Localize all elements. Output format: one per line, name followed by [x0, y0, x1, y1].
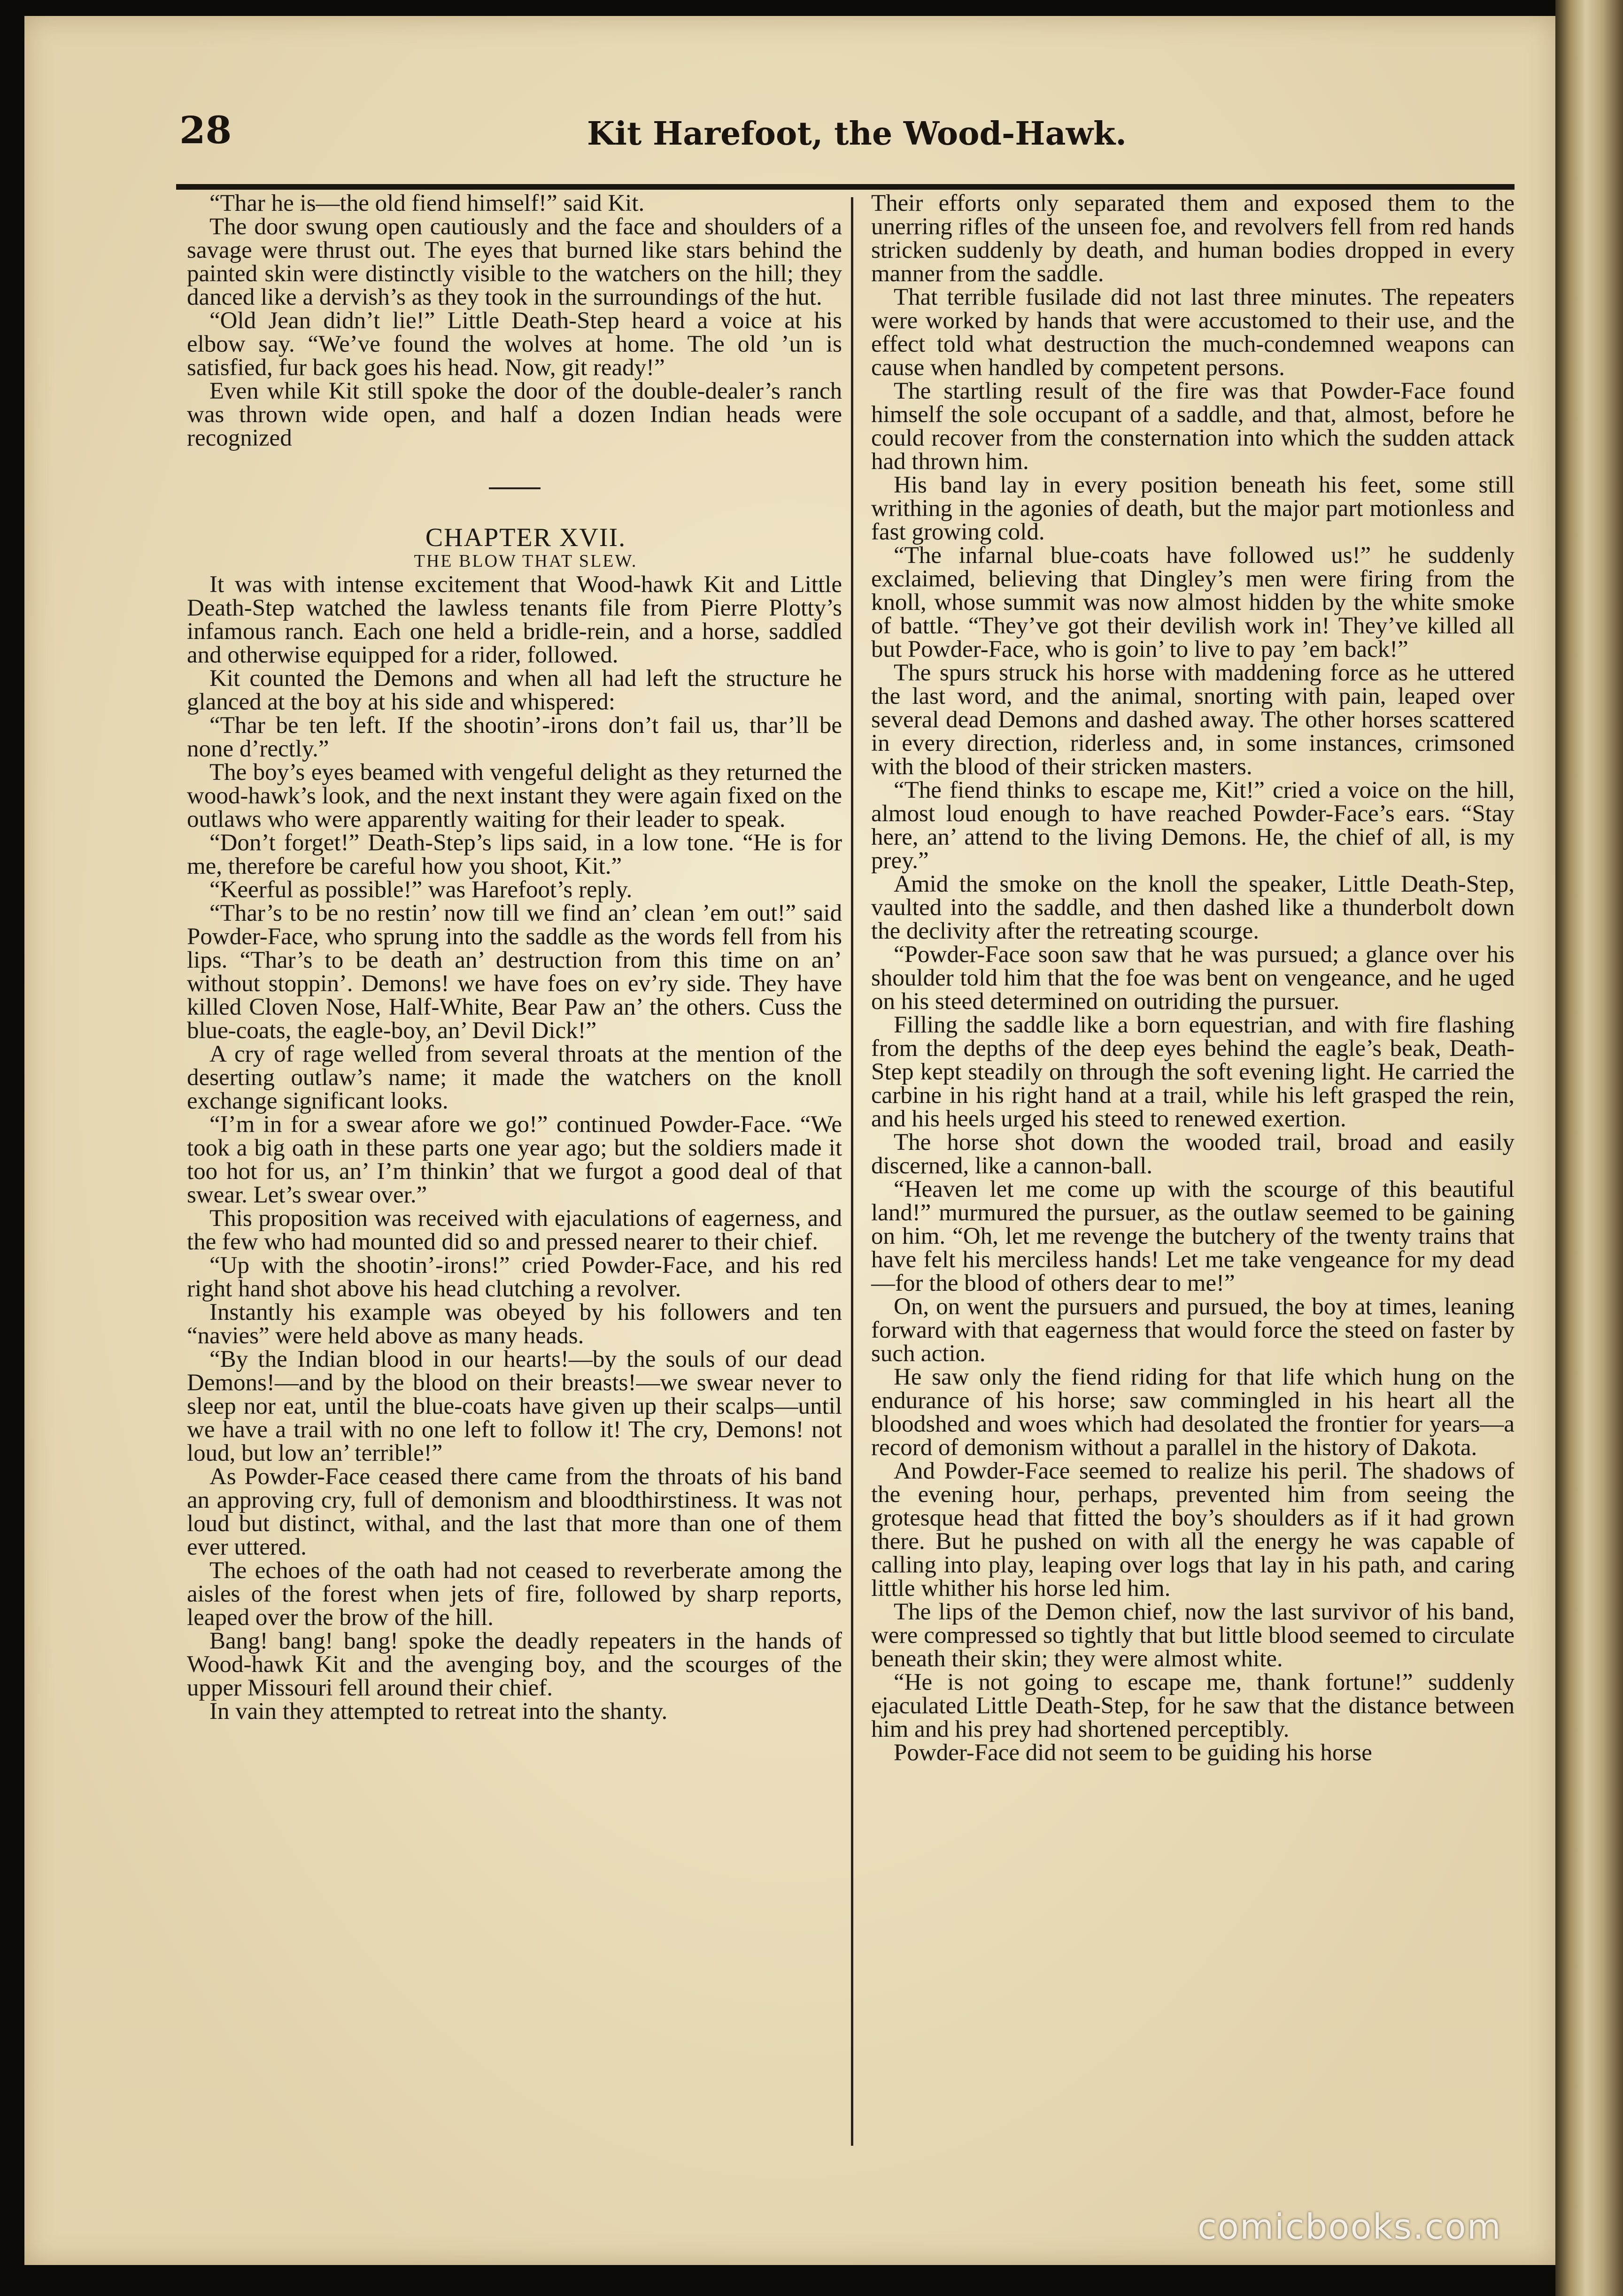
paragraph: And Powder-Face seemed to realize his peril. The shadows of the evening hour, perhaps, prevented him from seeing the grotesque head that fitted the boy’s shoulders as if it had grown there. But he pushed on with all the energy he was capable of calling into play, leaping over logs that lay in his path, and caring little whither his horse led him. — [871, 1458, 1515, 1602]
paragraph: Powder-Face did not seem to be guiding his horse — [894, 1740, 1372, 1766]
paragraph: In vain they attempted to retreat into the shanty. — [209, 1698, 668, 1725]
page-number: 28 — [179, 108, 232, 152]
paragraph: His band lay in every position beneath his feet, some still writhing in the agonies of death, but the major part motionless and fast growing cold. — [871, 472, 1515, 545]
paragraph: The boy’s eyes beamed with vengeful delight as they returned the wood-hawk’s look, and the next instant they were again fixed on the outlaws who were apparently waiting for their leader to speak. — [187, 759, 842, 832]
paragraph: He saw only the fiend riding for that life which hung on the endurance of his horse; saw commingled in his heart all the bloodshed and woes which had desolated the frontier for years—a record of demonism without a parallel in the history of Dakota. — [871, 1364, 1515, 1461]
section-separator — [489, 487, 541, 489]
paragraph: “Thar he is—the old fiend himself!” said Kit. — [209, 190, 645, 216]
paragraph: Even while Kit still spoke the door of the double-dealer’s ranch was thrown wide open, and half a dozen Indian heads were recognized — [187, 378, 842, 451]
right-paragraphs — [871, 192, 1515, 1764]
left-paragraphs-before — [187, 192, 842, 450]
paragraph: The echoes of the oath had not ceased to reverberate among the aisles of the forest when jets of fire, followed by sharp reports, leaped over the brow of the hill. — [187, 1557, 842, 1631]
paragraph: Their efforts only separated them and exposed them to the unerring rifles of the unseen foe, and revolvers fell from red hands stricken suddenly by death, and human bodies dropped in every manner from the saddle. — [871, 190, 1515, 287]
running-title: Kit Harefoot, the Wood-Hawk. — [587, 115, 1127, 153]
paragraph: “Up with the shootin’-irons!” cried Powder-Face, and his red right hand shot above his head clutching a revolver. — [187, 1252, 842, 1302]
paragraph: Filling the saddle like a born equestrian, and with fire flashing from the depths of the deep eyes behind the eagle’s beak, Death-Step kept steadily on through the soft evening light. He carried the carbine in his right hand at a trail, while his left grasped the rein, and his heels urged his steed to renewed exertion. — [871, 1012, 1515, 1132]
paragraph: The startling result of the fire was that Powder-Face found himself the sole occupant of a saddle, and that, almost, before he could recover from the consternation into which the sudden attack had thrown him. — [871, 378, 1515, 475]
left-column — [187, 192, 842, 1723]
paragraph: The spurs struck his horse with maddening force as he uttered the last word, and the animal, snorting with pain, leaped over several dead Demons and dashed away. The other horses scattered in every direction, riderless and, in some instances, crimsoned with the blood of their stricken masters. — [871, 660, 1515, 780]
paragraph: Amid the smoke on the knoll the speaker, Little Death-Step, vaulted into the saddle, and then dashed like a thunderbolt down the declivity after the retreating scourge. — [871, 871, 1515, 944]
paragraph: “The infarnal blue-coats have followed us!” he suddenly exclaimed, believing that Dingley’s men were firing from the knoll, whose summit was now almost hidden by the white smoke of battle. “They’ve got their devilish work in! They’ve killed all but Powder-Face, who is goin’ to live to pay ’em back!” — [871, 542, 1515, 663]
watermark: comicbooks.com — [1198, 2207, 1502, 2247]
paragraph: This proposition was received with ejaculations of eagerness, and the few who had mounted did so and pressed nearer to their chief. — [187, 1205, 842, 1255]
paragraph: “Powder-Face soon saw that he was pursued; a glance over his shoulder told him that the foe was bent on vengeance, and he uged on his steed determined on outriding the pursuer. — [871, 941, 1515, 1015]
scan-border — [0, 2265, 1555, 2296]
chapter-title: CHAPTER XVII. — [425, 523, 626, 552]
paragraph: “Heaven let me come up with the scourge of this beautiful land!” murmured the pursuer, as the outlaw seemed to be gaining on him. “Oh, let me revenge the butchery of the twenty trains that have felt his merciless hands! Let me take vengeance for my dead—for the blood of others dear to me!” — [871, 1176, 1515, 1296]
paragraph: On, on went the pursuers and pursued, the boy at times, leaning forward with that eagerness that would force the steed on faster by such action. — [871, 1294, 1515, 1367]
paragraph: The door swung open cautiously and the face and shoulders of a savage were thrust out. The eyes that burned like stars behind the painted skin were distinctly visible to the watchers on the hill; they danced like a dervish’s as they took in the surroundings of the hut. — [187, 214, 842, 310]
paragraph: “By the Indian blood in our hearts!—by the souls of our dead Demons!—and by the blood on their breasts!—we swear never to sleep nor eat, until the blue-coats have given up their scalps—until we have a trail with no one left to follow it! The cry, Demons! not loud, but low an’ terrible!” — [187, 1346, 842, 1466]
paragraph: The horse shot down the wooded trail, broad and easily discerned, like a cannon-ball. — [871, 1129, 1515, 1179]
header-rule — [176, 184, 1515, 190]
right-column — [871, 192, 1515, 1764]
paragraph: Kit counted the Demons and when all had left the structure he glanced at the boy at his side and whispered: — [187, 665, 842, 715]
paragraph: That terrible fusilade did not last three minutes. The repeaters were worked by hands that were accustomed to their use, and the effect told what destruction the much-condemned weapons can cause when handled by competent persons. — [871, 284, 1515, 381]
left-paragraphs-after — [187, 573, 842, 1723]
paragraph: Instantly his example was obeyed by his followers and ten “navies” were held above as many heads. — [187, 1299, 842, 1349]
column-divider — [851, 197, 853, 2146]
paragraph: Bang! bang! bang! spoke the deadly repeaters in the hands of Wood-hawk Kit and the avenging boy, and the scourges of the upper Missouri fell around their chief. — [187, 1628, 842, 1701]
paragraph: “He is not going to escape me, thank fortune!” suddenly ejaculated Little Death-Step, for he saw that the distance between him and his prey had shortened perceptibly. — [871, 1669, 1515, 1742]
paragraph: “I’m in for a swear afore we go!” continued Powder-Face. “We took a big oath in these parts one year ago; but the soldiers made it too hot for us, an’ I’m thinkin’ that we furgot a good deal of that swear. Let’s swear over.” — [187, 1111, 842, 1208]
paragraph: “Thar’s to be no restin’ now till we find an’ clean ’em out!” said Powder-Face, who sprung into the saddle as the words fell from his lips. “Thar’s to be death an’ destruction from this time on an’ without stoppin’. Demons! we have foes on ev’ry side. They have killed Cloven Nose, Half-White, Bear Paw an’ the others. Cuss the blue-coats, the eagle-boy, an’ Devil Dick!” — [187, 900, 842, 1044]
paragraph: “Thar be ten left. If the shootin’-irons don’t fail us, thar’ll be none d’rectly.” — [187, 712, 842, 762]
book-spine — [1555, 0, 1623, 2296]
paragraph: “Keerful as possible!” was Harefoot’s reply. — [209, 877, 633, 903]
paragraph: A cry of rage welled from several throats at the mention of the deserting outlaw’s name; it made the watchers on the knoll exchange significant looks. — [187, 1041, 842, 1114]
paragraph: “The fiend thinks to escape me, Kit!” cried a voice on the hill, almost loud enough to have reached Powder-Face’s ears. “Stay here, an’ attend to the living Demons. He, the chief of all, is my prey.” — [871, 777, 1515, 874]
paragraph: “Old Jean didn’t lie!” Little Death-Step heard a voice at his elbow say. “We’ve found the wolves at home. The old ’un is satisfied, fur back goes his head. Now, git ready!” — [187, 308, 842, 381]
paragraph: As Powder-Face ceased there came from the throats of his band an approving cry, full of demonism and bloodthirstiness. It was not loud but distinct, withal, and the last that more than one of them ever uttered. — [187, 1464, 842, 1560]
paragraph: It was with intense excitement that Wood-hawk Kit and Little Death-Step watched the lawless tenants file from Pierre Plotty’s infamous ranch. Each one held a bridle-rein, and a horse, saddled and otherwise equipped for a rider, followed. — [187, 571, 842, 668]
paragraph: The lips of the Demon chief, now the last survivor of his band, were compressed so tightly that but little blood seemed to circulate beneath their skin; they were almost white. — [871, 1599, 1515, 1672]
paragraph: “Don’t forget!” Death-Step’s lips said, in a low tone. “He is for me, therefore be careful how you shoot, Kit.” — [187, 830, 842, 879]
chapter-subtitle: THE BLOW THAT SLEW. — [414, 551, 638, 571]
